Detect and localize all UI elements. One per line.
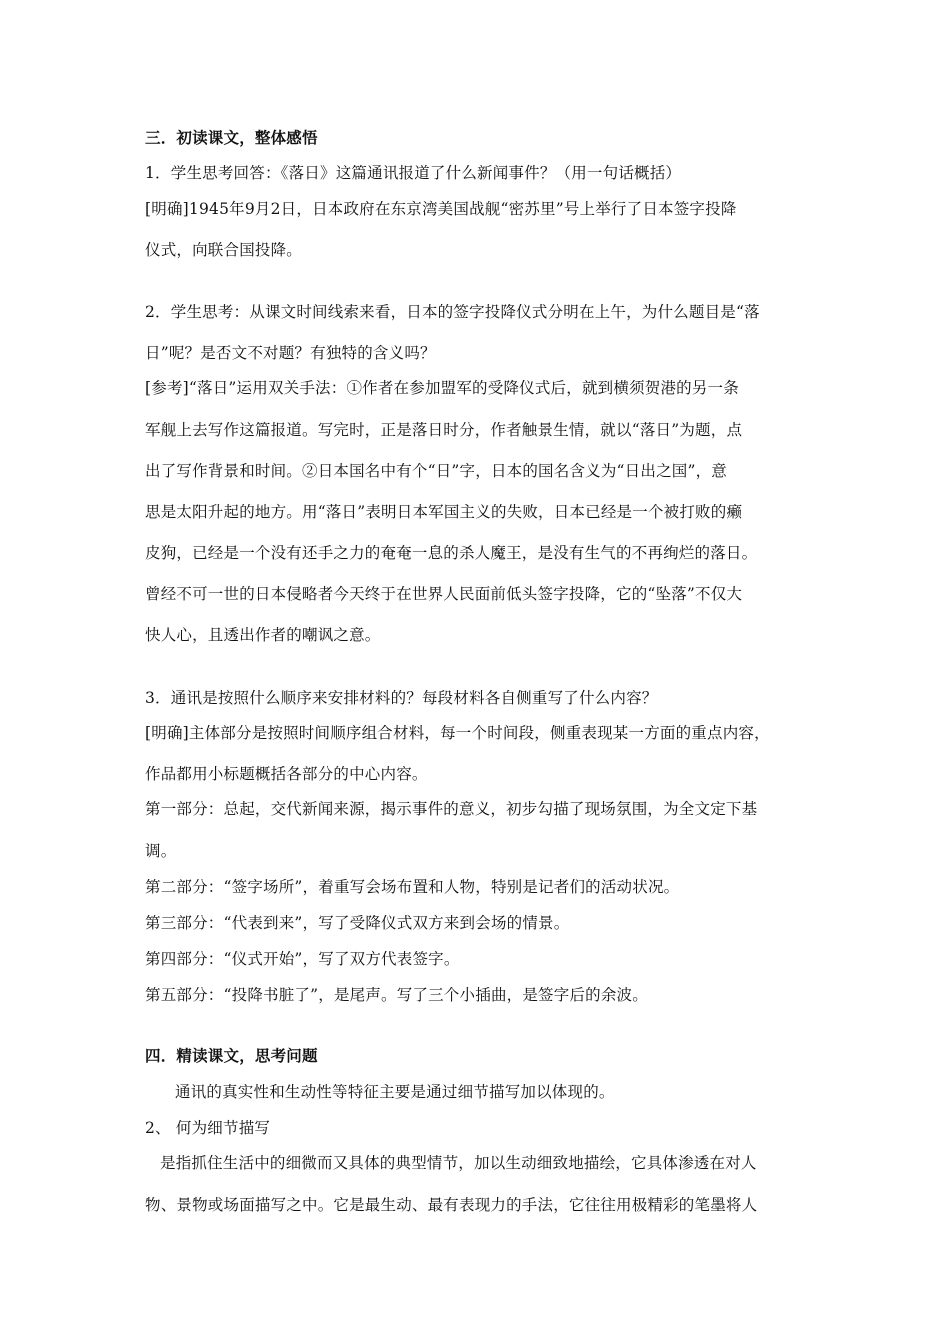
section-three-heading: 三．初读课文，整体感悟	[145, 128, 318, 147]
section-four-body-line: 物、景物或场面描写之中。它是最生动、最有表现力的手法，它往往用极精彩的笔墨将人	[145, 1196, 758, 1214]
section-four-heading: 四．精读课文，思考问题	[145, 1046, 318, 1065]
answer-3-line: 第二部分：“签字场所”，着重写会场布置和人物，特别是记者们的活动状况。	[145, 878, 680, 896]
answer-3-line: 第三部分：“代表到来”，写了受降仪式双方来到会场的情景。	[145, 914, 570, 932]
question-2-line: 日”呢？是否文不对题？有独特的含义吗？	[145, 344, 436, 362]
answer-3-line: 调。	[145, 842, 177, 860]
subheading-detail-description: 2、 何为细节描写	[145, 1119, 271, 1137]
answer-2-line: 皮狗，已经是一个没有还手之力的奄奄一息的杀人魔王，是没有生气的不再绚烂的落日。	[145, 544, 758, 562]
answer-3-line: 作品都用小标题概括各部分的中心内容。	[145, 765, 428, 783]
answer-3-line: 第一部分：总起，交代新闻来源，揭示事件的意义，初步勾描了现场氛围，为全文定下基	[145, 800, 758, 818]
answer-2-line: [参考]“落日”运用双关手法：①作者在参加盟军的受降仪式后，就到横须贺港的另一条	[145, 379, 739, 397]
section-four-body-line: 是指抓住生活中的细微而又具体的典型情节，加以生动细致地描绘，它具体渗透在对人	[160, 1154, 757, 1172]
question-3: 3．通讯是按照什么顺序来安排材料的？每段材料各自侧重写了什么内容？	[145, 689, 658, 707]
answer-3-line: 第四部分：“仪式开始”，写了双方代表签字。	[145, 950, 460, 968]
answer-1-line: [明确]1945年9月2日，日本政府在东京湾美国战舰“密苏里”号上举行了日本签字投降	[145, 200, 737, 218]
answer-3-line: 第五部分：“投降书脏了”，是尾声。写了三个小插曲，是签字后的余波。	[145, 986, 648, 1004]
answer-2-line: 军舰上去写作这篇报道。写完时，正是落日时分，作者触景生情，就以“落日”为题，点	[145, 421, 743, 439]
answer-3-line: [明确]主体部分是按照时间顺序组合材料，每一个时间段，侧重表现某一方面的重点内容，	[145, 724, 770, 742]
question-1: 1．学生思考回答：《落日》这篇通讯报道了什么新闻事件？（用一句话概括）	[145, 164, 682, 182]
question-2-line: 2．学生思考：从课文时间线索来看，日本的签字投降仪式分明在上午，为什么题目是“落	[145, 303, 760, 321]
section-four-intro: 通讯的真实性和生动性等特征主要是通过细节描写加以体现的。	[175, 1083, 615, 1101]
answer-2-line: 快人心，且透出作者的嘲讽之意。	[145, 626, 381, 644]
answer-1-line: 仪式，向联合国投降。	[145, 241, 303, 259]
answer-2-line: 思是太阳升起的地方。用“落日”表明日本军国主义的失败，日本已经是一个被打败的癞	[145, 503, 743, 521]
answer-2-line: 曾经不可一世的日本侵略者今天终于在世界人民面前低头签字投降，它的“坠落”不仅大	[145, 585, 743, 603]
answer-2-line: 出了写作背景和时间。②日本国名中有个“日”字，日本的国名含义为“日出之国”，意	[145, 462, 727, 480]
